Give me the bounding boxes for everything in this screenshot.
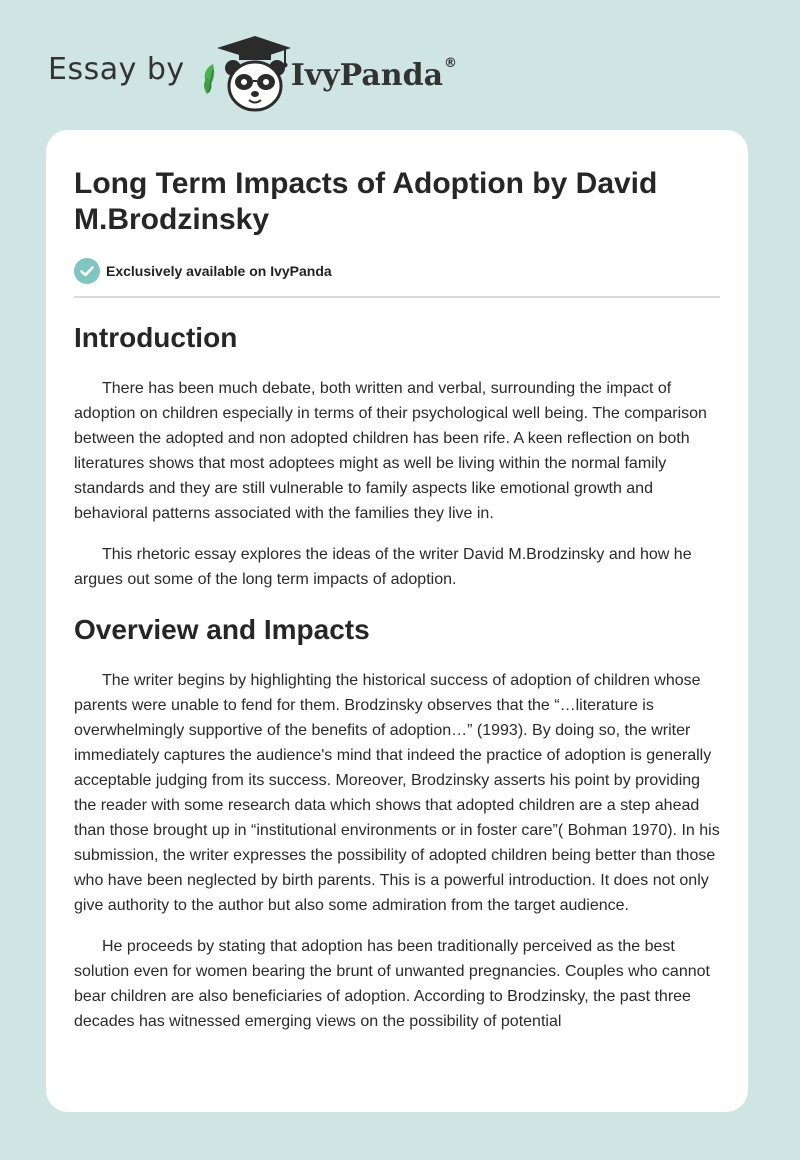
brand-name[interactable]: IvyPanda®	[290, 55, 458, 93]
exclusive-badge	[74, 258, 720, 284]
title-divider	[74, 296, 720, 298]
section-heading: Introduction	[74, 322, 238, 353]
check-circle-icon	[74, 258, 100, 284]
exclusive-badge-text: Exclusively available on IvyPanda	[106, 263, 332, 279]
registered-mark: ®	[444, 55, 458, 71]
paragraph: This rhetoric essay explores the ideas of the writer David M.Brodzinsky and how he argues out some of the long term impacts of adoption.	[74, 546, 692, 588]
site-header	[48, 34, 457, 114]
essay-card	[46, 130, 748, 1112]
paragraph: The writer begins by highlighting the historical success of adoption of children whose parents were unable to fend for them. Brodzinsky observes that the “…literature is overwhelmingly supportive of the benefits of adoption…” (1993). By doing so, the writer immediately captures the audience's mind that indeed the practice of adoption is generally acceptable judging from its success. Moreover, Brodzinsky asserts his point by providing the reader with some research data which shows that adopted children are a step ahead than those brought up in “institutional environments or in foster care”( Bohman 1970). In his submission, the writer expresses the possibility of adopted children being better than those who have been neglected by birth parents. This is a powerful introduction. It does not only give authority to the author but also some admiration from the target audience.	[74, 672, 720, 914]
panda-graduate-logo[interactable]	[199, 34, 291, 114]
essay-title: Long Term Impacts of Adoption by David M.Brodzinsky	[74, 167, 658, 236]
section-heading: Overview and Impacts	[74, 614, 370, 645]
brand-prefix: Essay by	[48, 51, 185, 87]
section-overview-and-impacts	[74, 612, 720, 1034]
paragraph: He proceeds by stating that adoption has been traditionally perceived as the best solution even for women bearing the brunt of unwanted pregnancies. Couples who cannot bear children are also beneficiaries of adoption. According to Brodzinsky, the past three decades has witnessed emerging views on the possibility of potential	[74, 938, 710, 1030]
section-introduction	[74, 320, 720, 592]
paragraph: There has been much debate, both written and verbal, surrounding the impact of adoption on children especially in terms of their psychological well being. The comparison between the adopted and non adopted children has been rife. A keen reflection on both literatures shows that most adoptees might as well be living within the normal family standards and they are still vulnerable to family aspects like emotional growth and behavioral patterns associated with the families they live in.	[74, 380, 707, 522]
